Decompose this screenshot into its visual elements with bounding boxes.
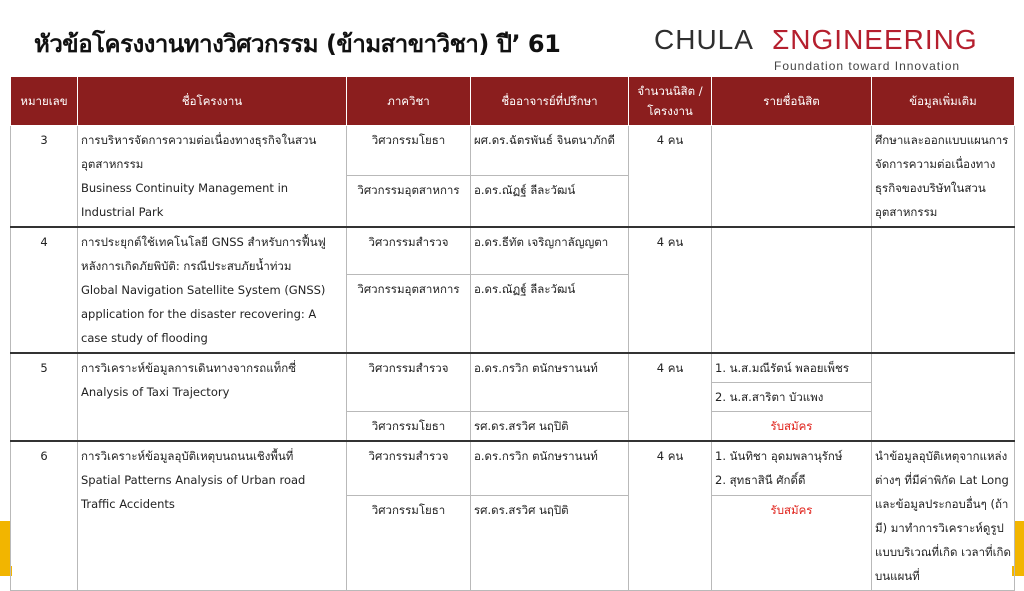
advisor-cell: รศ.ดร.สรวิศ นฤปิติ <box>471 412 629 442</box>
header-project-name: ชื่อโครงงาน <box>78 77 347 126</box>
more-info-cell: นำข้อมูลอุบัติเหตุจากแหล่งต่างๆ ที่มีค่าพิกัด Lat Long และข้อมูลประกอบอื่นๆ (ถ้ามี) มาทำการวิเคราะห์ดูรูปแบบบริเวณที่เกิด เวลาที่เกิดบนแผนที่ <box>872 441 1015 591</box>
logo-engineering-text: ΣNGINEERING <box>772 24 978 55</box>
department-cell: วิศวกรรมสำรวจ <box>347 441 471 496</box>
advisor-cell: อ.ดร.กรวิก ตนักษรานนท์ <box>471 353 629 412</box>
department-cell: วิศวกรรมโยธา <box>347 496 471 591</box>
student-count-cell: 4 คน <box>629 353 712 441</box>
project-title-th: การวิเคราะห์ข้อมูลอุบัติเหตุบนถนนเชิงพื้นที่ <box>81 449 294 463</box>
row-number: 6 <box>11 441 78 591</box>
table-row <box>11 441 1015 496</box>
header-number: หมายเลข <box>11 77 78 126</box>
advisor-cell: อ.ดร.ธีทัต เจริญกาลัญญตา <box>471 227 629 274</box>
department-cell: วิศวกรรมอุตสาหการ <box>347 274 471 353</box>
project-title-th: การวิเคราะห์ข้อมูลการเดินทางจากรถแท็กซี่ <box>81 361 297 375</box>
project-title-cell <box>78 126 347 228</box>
row-number: 4 <box>11 227 78 353</box>
more-info-cell: ศึกษาและออกแบบแผนการจัดการความต่อเนื่องทางธุรกิจของบริษัทในสวนอุตสาหกรรม <box>872 126 1015 228</box>
page-title: หัวข้อโครงงานทางวิศวกรรม (ข้ามสาขาวิชา) ปี’ 61 <box>34 30 561 58</box>
department-cell: วิศวกรรมอุตสาหการ <box>347 176 471 227</box>
project-title-th: การประยุกต์ใช้เทคโนโลยี GNSS สำหรับการฟื้นฟูหลังการเกิดภัยพิบัติ: กรณีประสบภัยน้ำท่วม <box>81 235 326 273</box>
recruiting-status: รับสมัคร <box>712 496 872 591</box>
student-name: 2. น.ส.สาริตา บัวแพง <box>712 383 872 412</box>
project-title-cell <box>78 227 347 353</box>
project-title-cell <box>78 353 347 441</box>
chula-engineering-logo <box>654 24 999 76</box>
student-count-cell: 4 คน <box>629 126 712 228</box>
project-title-en: Spatial Patterns Analysis of Urban road Traffic Accidents <box>81 473 306 511</box>
student-list-cell <box>712 227 872 353</box>
recruiting-status: รับสมัคร <box>712 412 872 442</box>
table-row <box>11 353 1015 383</box>
projects-table-container <box>10 76 1014 583</box>
more-info-cell <box>872 353 1015 441</box>
header-department: ภาควิชา <box>347 77 471 126</box>
student-name: 1. น.ส.มณีรัตน์ พลอยเพ็ชร <box>712 353 872 383</box>
table-header-row <box>11 77 1015 126</box>
department-cell: วิศวกรรมโยธา <box>347 126 471 176</box>
student-list-cell <box>712 441 872 496</box>
advisor-cell: ผศ.ดร.ฉัตรพันธ์ จินตนาภักดี <box>471 126 629 176</box>
header-advisor: ชื่ออาจารย์ที่ปรึกษา <box>471 77 629 126</box>
advisor-cell: อ.ดร.ณัฏฐ์ ลีละวัฒน์ <box>471 176 629 227</box>
project-title-cell <box>78 441 347 591</box>
table-row <box>11 126 1015 176</box>
advisor-cell: อ.ดร.ณัฏฐ์ ลีละวัฒน์ <box>471 274 629 353</box>
logo-chula-text: CHULA <box>654 24 754 55</box>
department-cell: วิศวกรรมสำรวจ <box>347 353 471 412</box>
project-title-en: Global Navigation Satellite System (GNSS) application for the disaster recovering: A case study of flooding <box>81 283 326 345</box>
projects-table <box>10 76 1015 591</box>
header-more-info: ข้อมูลเพิ่มเติม <box>872 77 1015 126</box>
row-number: 5 <box>11 353 78 441</box>
project-title-th: การบริหารจัดการความต่อเนื่องทางธุรกิจในสวนอุตสาหกรรม <box>81 133 317 171</box>
student-count-cell: 4 คน <box>629 227 712 353</box>
more-info-cell <box>872 227 1015 353</box>
project-title-en: Analysis of Taxi Trajectory <box>81 385 230 399</box>
student-name: 1. นันทิชา อุดมพลานุรักษ์ <box>715 449 843 463</box>
advisor-cell: รศ.ดร.สรวิศ นฤปิติ <box>471 496 629 591</box>
advisor-cell: อ.ดร.กรวิก ตนักษรานนท์ <box>471 441 629 496</box>
logo-tagline: Foundation toward Innovation <box>774 59 961 73</box>
department-cell: วิศวกรรมโยธา <box>347 412 471 442</box>
header-student-count: จำนวนนิสิต / โครงงาน <box>629 77 712 126</box>
table-row <box>11 227 1015 274</box>
student-count-cell: 4 คน <box>629 441 712 591</box>
student-list-cell <box>712 126 872 228</box>
student-name: 2. สุทธาสินี ศักดิ์ดี <box>715 473 806 487</box>
header-student-list: รายชื่อนิสิต <box>712 77 872 126</box>
row-number: 3 <box>11 126 78 228</box>
project-title-en: Business Continuity Management in Industrial Park <box>81 181 289 219</box>
department-cell: วิศวกรรมสำรวจ <box>347 227 471 274</box>
